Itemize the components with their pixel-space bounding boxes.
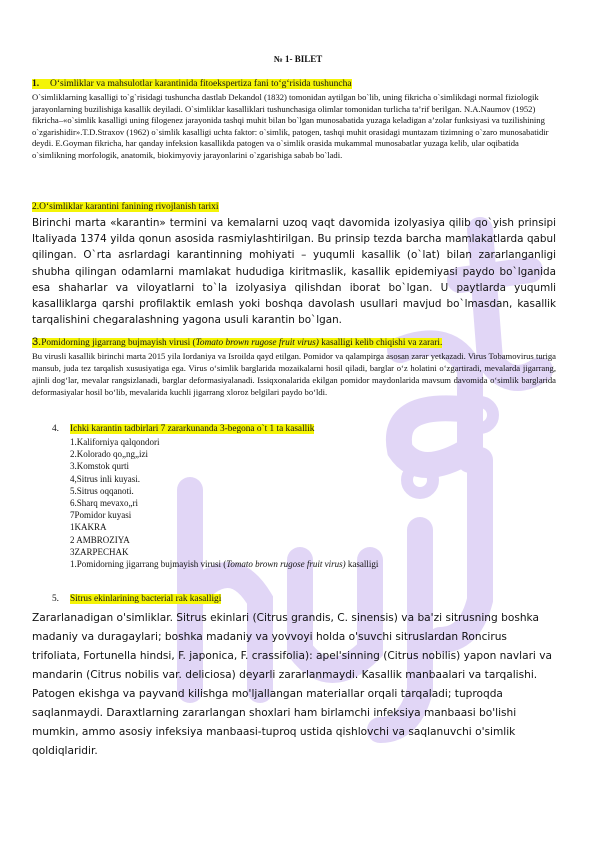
question-1-body: O`simliklarning kasalligi to`g`risidagi tushuncha dastlab Dekandol (1832) tomonidan aytilgan bo`lib, uning fikricha o`simlikdagi normal fiziologik jarayonlarning buzilishiga kasallik deyiladi. O`simliklar kasalliklari tushunchasiga olimlar tomonidan turlicha ta’rif berilgan. N.A.Naumov (1952) fikricha–«o`simlik kasalligi uning filogenez jarayonida tashqi muhit bilan bo`lgan munosabatida yuzaga keladigan a’zolar funksiyasi va tuzilishining o`zgarishidir».T.D.Straxov (1962) o`simlik kasalligi uchta faktor: o`simlik, patogen, tashqi muhit orasidagi muntazam tizimning o`zaro munosabatidir deydi. E.Goyman fikricha, har qanday infeksion kasallikda patogen va o`simlik orasida mukammal munosabatlar yuzaga kelib, ular oqibatida o`simlikning morfologik, anatomik, biokimyoviy jarayonlarini o`zgarishiga sabab bo`ladi. <box>32 92 549 160</box>
question-2-heading <box>32 202 556 212</box>
question-1-number: 1. <box>32 79 40 89</box>
list-item: 1KAKRA <box>70 522 107 533</box>
question-5-number: 5. <box>52 594 59 604</box>
question-4-number: 4. <box>52 424 59 434</box>
question-1-heading <box>32 79 556 89</box>
list-item-last <box>70 558 550 570</box>
list-item: 5.Sitrus oqqanoti. <box>70 485 134 496</box>
last-item-post: kasalligi <box>345 559 379 570</box>
question-4-list <box>70 436 550 570</box>
question-2-body: Birinchi marta «karantin» termini va kemalarni uzoq vaqt davomida izolyasiya qilib qo`yish prinsipi Italiyada 1374 yilda qonun asosida rasmiylashtirilgan. Bu prinsip tezda barcha mamlakatlarda qabul qilingan. O`rta asrlardagi karantinning mohiyati – yuqumli kasallik (o`lat) bilan zararlanganligi shubha qilingan odamlarni mamlakat hududiga kiritmaslik, kasallik epidemiyasi paydo bo`lganida esa shaharlar va viloyatlarni to`la izolyasiya qilishdan iborat bo`lgan. U paytlarda yuqumli kasalliklarga qarshi profilaktik emlash yoki boshqa davolash usullari mavjud bo`lmasdan, kasallik tarqalishini chegaralashning yagona usuli karantin bo`lgan. <box>32 217 556 327</box>
ticket-title: № 1- BILET <box>273 54 323 64</box>
question-3-body: Bu virusli kasallik birinchi marta 2015 yila Iordaniya va Isroilda qayd etilgan. Pomidor va qalampirga asosan zarar yetkazadi. Virus Tobamovirus turiga mansub, juda tez tarqalish xususiyatiga ega. Virus o‘simlik barglarida mozaikalarni hosil qiladi, barglar o‘z holatini o‘zgartiradi, mevalarda jigarrang, ajinli dog‘lar, mevalar rangsizlanadi, barglar deformasiyalanadi. Issiqxonalarida ekilgan pomidor maydonlarida mavsum davomida o‘simlik barglarida deformasiyalar hosil bo‘lib, mevalarida kuchli jigarrang xloroz belgilari paydo bo‘ldi. <box>32 351 556 397</box>
list-item: 3.Komstok qurti <box>70 461 130 472</box>
question-3-heading-post: kasalligi kelib chiqishi va zarari. <box>318 338 443 348</box>
question-3-heading-italic: Tomato brown rugose fruit virus) <box>195 338 319 348</box>
question-3-heading-pre: Pomidorning jigarrang bujmayish virusi ( <box>41 338 196 348</box>
question-5-body: Zararlanadigan o'simliklar. Sitrus ekinlari (Citrus grandis, C. sinensis) va ba'zi sitrusning boshka madaniy va duragaylari; boshka madaniy va yovvoyi holda o'suvchi sitruslardan Roncirus trifoliata, Fortunella hindsi, F. japonica, F. crassifolia): apel'sinning (Citrus nobilis) yapon navlari va mandarin (Citrus nobilis var. deliciosa) deyarli zararlanmaydi. Kasallik manbaalari va tarqalishi. Patogen ekishga va payvand kilishga mo'ljallangan materiallar orqali tarqaladi; tuproqda saqlanmaydi. Daraxtlarning zararlangan shoxlari ham birlamchi infeksiya manbaasi bo'lishi mumkin, ammo asosiy infeksiya manbaasi-tuproq ustida qishlovchi va saqlanuvchi o'simlik qoldiqlaridir. <box>32 612 552 757</box>
question-4-heading <box>52 424 552 434</box>
question-2-heading-text: 2.O‘simliklar karantini fanining rivojlanish tarixi <box>32 202 219 212</box>
question-5-heading <box>52 594 552 604</box>
last-item-pre: 1.Pomidorning jigarrang bujmayish virusi ( <box>70 559 227 570</box>
list-item: 3ZARPECHAK <box>70 546 129 557</box>
question-3-number: 3. <box>32 336 42 348</box>
list-item: 7Pomidor kuyasi <box>70 510 132 521</box>
list-item: 1.Kaliforniya qalqondori <box>70 437 160 447</box>
question-3-heading <box>32 336 556 348</box>
list-item: 4,Sitrus inli kuyasi. <box>70 473 141 484</box>
question-4-heading-text: Ichki karantin tadbirlari 7 zararkunanda 3-begona o`t 1 ta kasallik <box>70 424 315 434</box>
list-item: 6.Sharq mevaxo„ri <box>70 498 138 509</box>
last-item-italic: Tomato brown rugose fruit virus) <box>226 559 346 570</box>
question-1-heading-text: O‘simliklar va mahsulotlar karantinida fitoekspertiza fani to‘g‘risida tushuncha <box>50 79 352 89</box>
question-5-heading-text: Sitrus ekinlarining bacterial rak kasalligi <box>70 594 222 604</box>
list-item: 2.Kolorado qo„ng„izi <box>70 449 148 460</box>
list-item: 2 AMBROZIYA <box>70 534 130 545</box>
